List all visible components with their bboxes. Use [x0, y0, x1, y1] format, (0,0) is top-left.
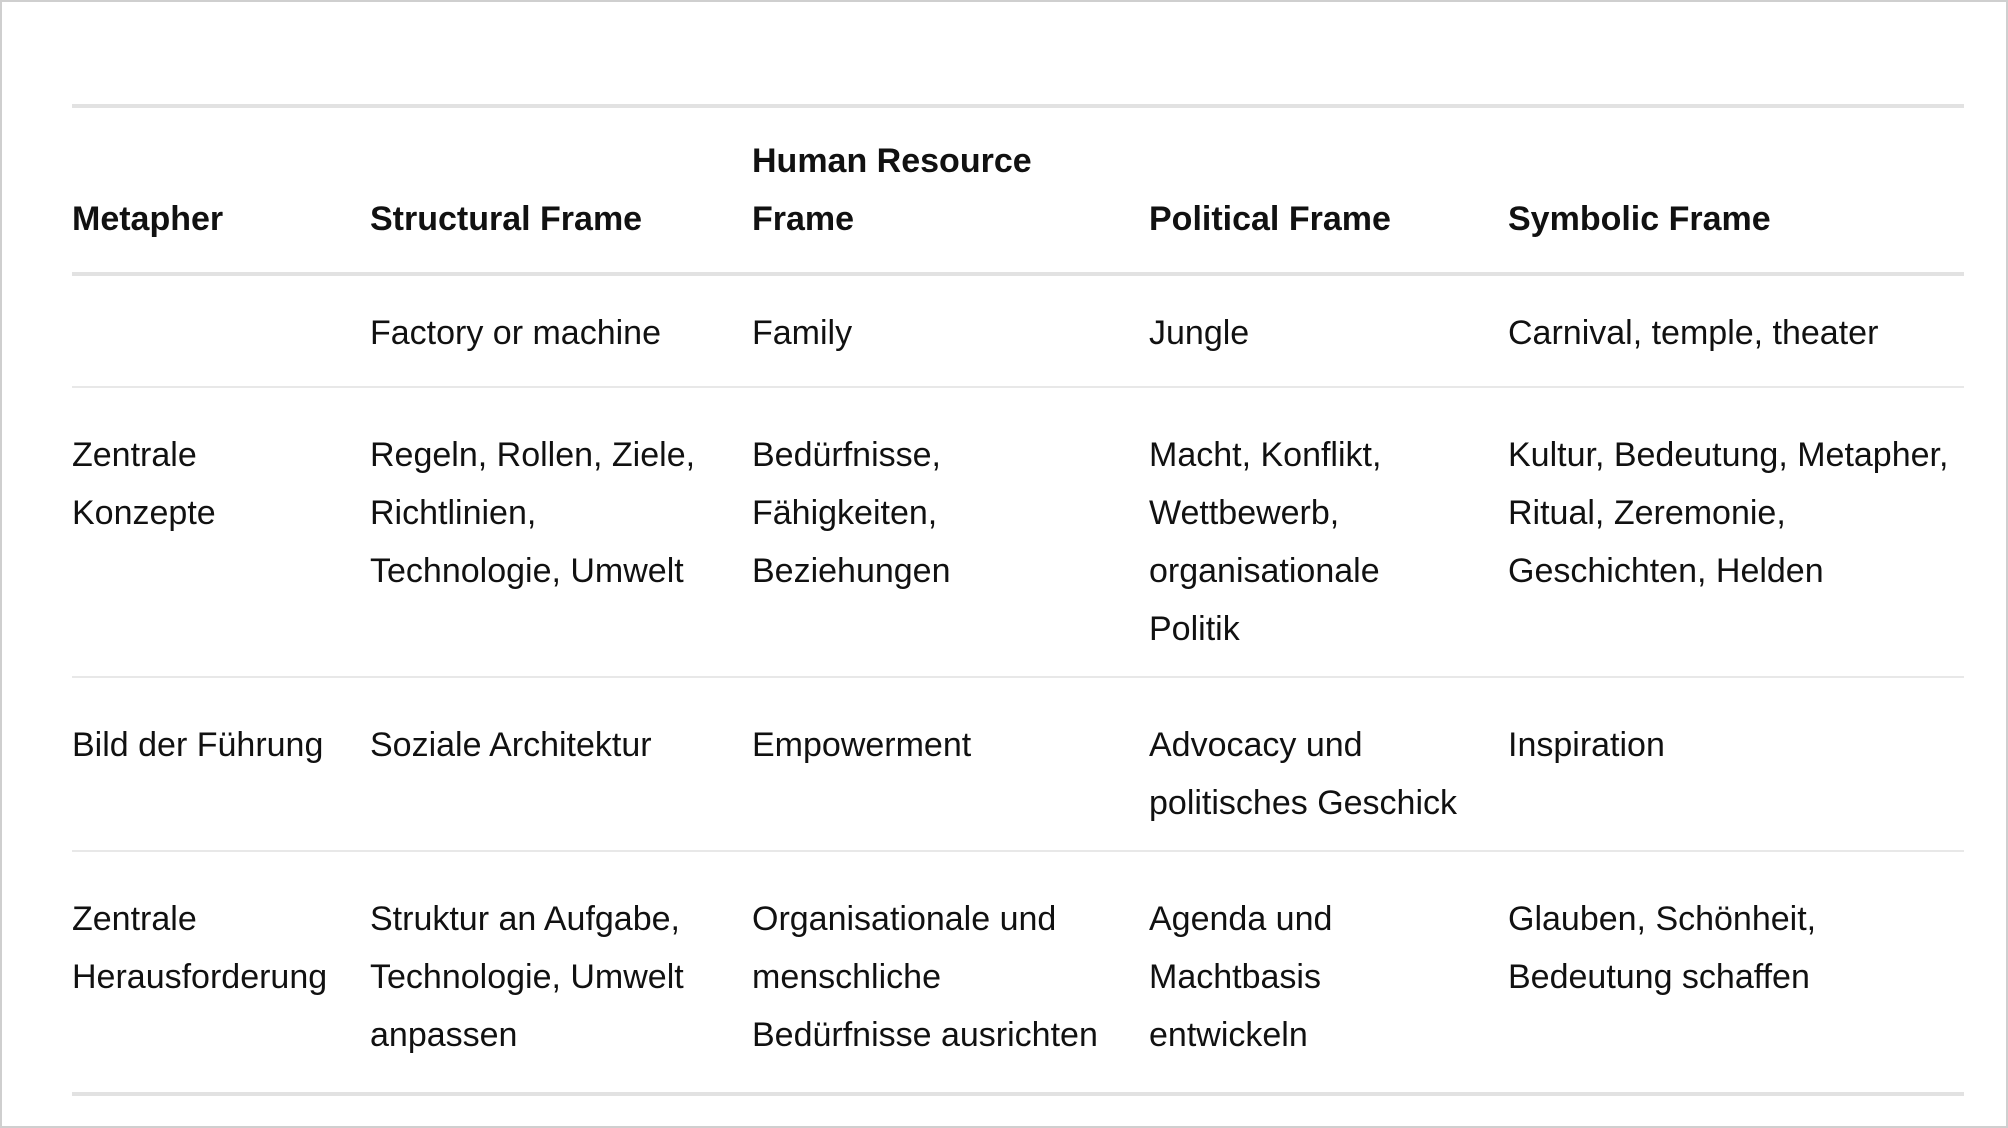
- table-cell: Regeln, Rollen, Ziele, Richtlinien, Technologie, Umwelt: [370, 436, 696, 590]
- table-row: [72, 677, 1964, 851]
- table-cell: Agenda und Machtbasis entwickeln: [1149, 900, 1333, 1054]
- table-row: [72, 851, 1964, 1094]
- table-cell: Advocacy und politisches Geschick: [1149, 726, 1458, 822]
- header-cell-human-resource-frame: Human Resource Frame: [752, 142, 1032, 238]
- table-cell: Bedürfnisse, Fähigkeiten, Beziehungen: [752, 436, 951, 590]
- table-cell: Factory or machine: [370, 314, 661, 352]
- table-header: [72, 106, 1964, 274]
- table-row: [72, 387, 1964, 677]
- table-body: [72, 274, 1964, 1094]
- table-row: [72, 274, 1964, 387]
- table-cell: Soziale Architektur: [370, 726, 652, 764]
- header-row: [72, 106, 1964, 274]
- header-cell-political-frame: Political Frame: [1149, 200, 1391, 238]
- table-cell: Kultur, Bedeutung, Metapher, Ritual, Zeremonie, Geschichten, Helden: [1508, 436, 1949, 590]
- table-cell: Jungle: [1149, 314, 1250, 352]
- table-cell: Zentrale Konzepte: [72, 436, 216, 532]
- table-cell: Inspiration: [1508, 726, 1665, 764]
- table-cell: [72, 274, 370, 387]
- frames-table-container: [72, 104, 1964, 1096]
- table-cell: Zentrale Herausforderung: [72, 900, 328, 996]
- table-cell: Macht, Konflikt, Wettbewerb, organisationale Politik: [1149, 436, 1382, 648]
- table-cell: Struktur an Aufgabe, Technologie, Umwelt anpassen: [370, 900, 684, 1054]
- frames-comparison-table: [72, 104, 1964, 1096]
- table-cell: Bild der Führung: [72, 726, 324, 764]
- header-cell-structural-frame: Structural Frame: [370, 200, 643, 238]
- table-cell: Organisationale und menschliche Bedürfnisse ausrichten: [752, 900, 1098, 1054]
- table-cell: Empowerment: [752, 726, 972, 764]
- table-cell: Family: [752, 314, 853, 352]
- header-cell-symbolic-frame: Symbolic Frame: [1508, 200, 1771, 238]
- header-cell-metapher: Metapher: [72, 200, 224, 238]
- table-cell: Carnival, temple, theater: [1508, 314, 1879, 352]
- table-cell: Glauben, Schönheit, Bedeutung schaffen: [1508, 900, 1817, 996]
